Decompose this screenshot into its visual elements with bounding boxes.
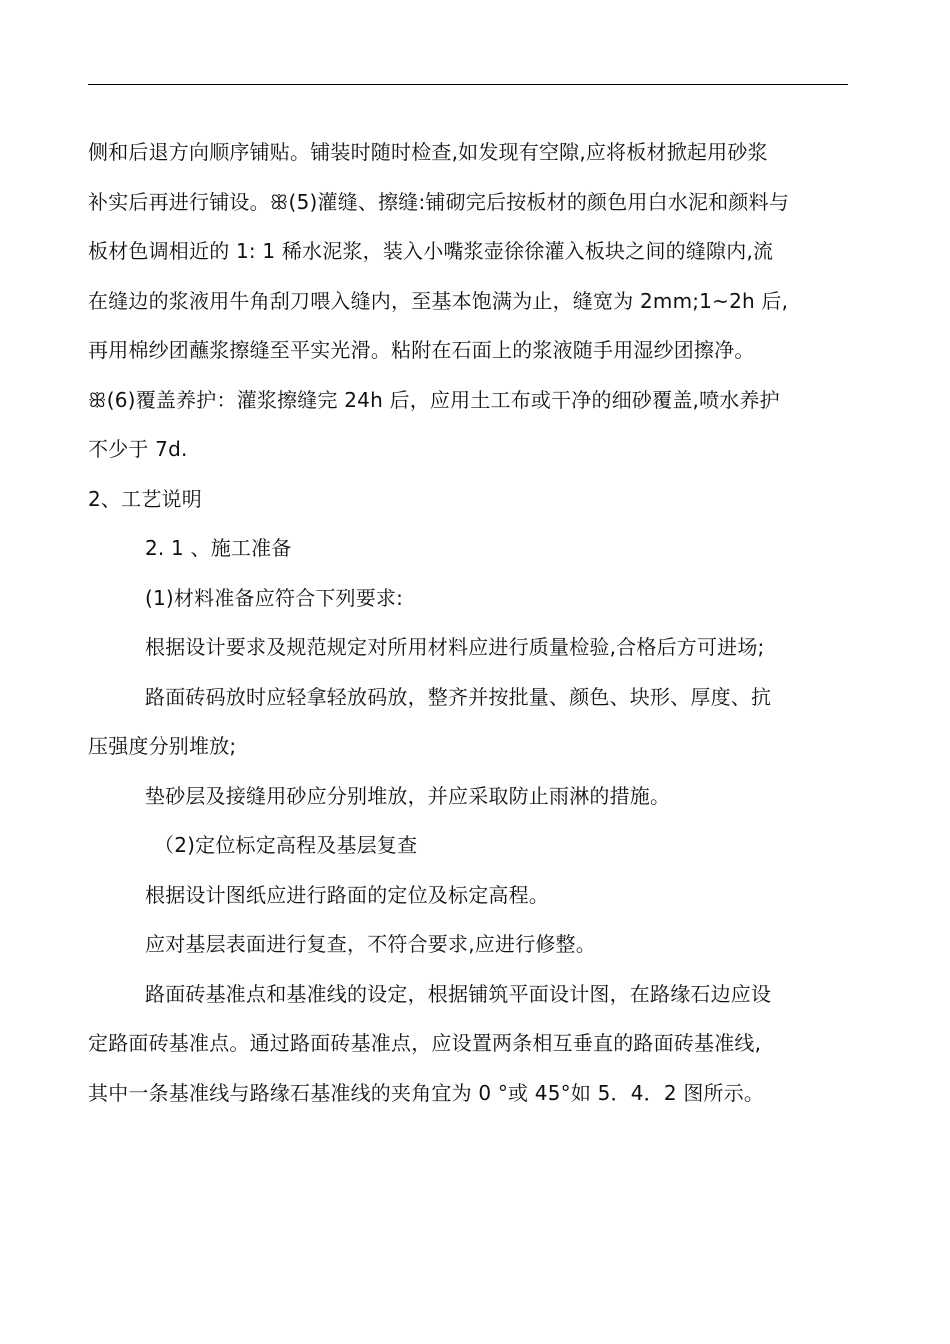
text-line: 路面砖码放时应轻拿轻放码放，整齐并按批量、颜色、块形、厚度、抗 bbox=[145, 684, 772, 709]
text-line: (1)材料准备应符合下列要求: bbox=[145, 585, 404, 610]
text-line: 其中一条基准线与路缘石基准线的夹角宜为 0 °或 45°如 5．4．2 图所示。 bbox=[88, 1080, 765, 1105]
body-text bbox=[88, 128, 850, 1118]
text-line: 再用棉纱团蘸浆擦缝至平实光滑。粘附在石面上的浆液随手用湿纱团擦净。 bbox=[88, 338, 755, 362]
subsection-heading: 2. 1 、施工准备 bbox=[145, 536, 292, 560]
text-line: 补实后再进行铺设。ꕥ(5)灌缝、擦缝:铺砌完后按板材的颜色用白水泥和颜料与 bbox=[88, 189, 790, 214]
text-line: 不少于 7d. bbox=[88, 437, 188, 461]
text-line: 路面砖基准点和基准线的设定，根据铺筑平面设计图，在路缘石边应设 bbox=[145, 981, 772, 1006]
text-line: （2)定位标定高程及基层复查 bbox=[154, 833, 418, 857]
header-rule bbox=[88, 84, 848, 85]
section-heading: 2、工艺说明 bbox=[88, 486, 202, 511]
text-line: 根据设计要求及规范规定对所用材料应进行质量检验,合格后方可进场; bbox=[145, 635, 765, 659]
text-line: 应对基层表面进行复查，不符合要求,应进行修整。 bbox=[145, 932, 596, 956]
text-line: 板材色调相近的 1: 1 稀水泥浆，装入小嘴浆壶徐徐灌入板块之间的缝隙内,流 bbox=[88, 239, 774, 263]
text-line: 压强度分别堆放; bbox=[88, 734, 237, 758]
text-line: 根据设计图纸应进行路面的定位及标定高程。 bbox=[145, 882, 549, 907]
text-line: ꕥ(6)覆盖养护：灌浆擦缝完 24h 后，应用土工布或干净的细砂覆盖,喷水养护 bbox=[88, 387, 780, 412]
text-line: 垫砂层及接缝用砂应分别堆放，并应采取防止雨淋的措施。 bbox=[145, 783, 671, 808]
text-line: 在缝边的浆液用牛角刮刀喂入缝内，至基本饱满为止，缝宽为 2mm;1~2h 后, bbox=[88, 288, 789, 313]
text-line: 侧和后退方向顺序铺贴。铺装时随时检查,如发现有空隙,应将板材掀起用砂浆 bbox=[88, 140, 768, 164]
text-line: 定路面砖基准点。通过路面砖基准点，应设置两条相互垂直的路面砖基准线, bbox=[88, 1031, 762, 1055]
